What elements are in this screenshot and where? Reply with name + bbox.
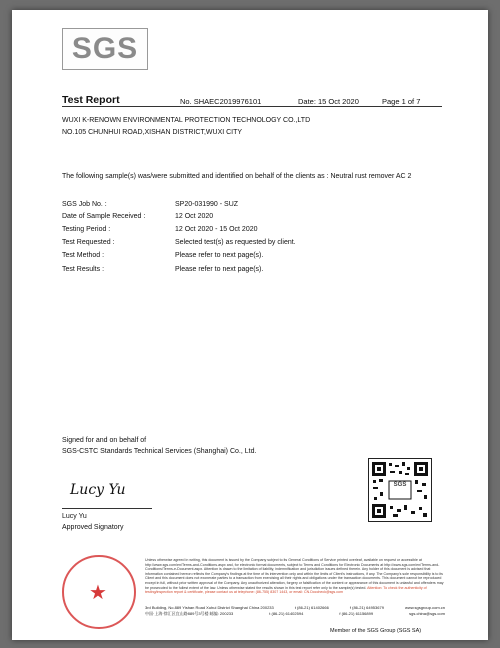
field-label: Test Method :	[62, 252, 105, 259]
field-value: 12 Oct 2020 - 15 Oct 2020	[175, 226, 258, 233]
signoff-company: SGS-CSTC Standards Technical Services (Shanghai) Co., Ltd.	[62, 448, 257, 455]
signoff-line1: Signed for and on behalf of	[62, 437, 147, 444]
disclaimer-text: Unless otherwise agreed in writing, this document is issued by the Company subject to its General Conditions of Service printed overleaf, available on request or accessible at http://www.sgs.com/en/Terms-and-Conditions.aspx and, for electronic format documents, subject to Terms and Conditions for Electronic Documents at http://www.sgs.com/en/Terms-and-Conditions/Terms-e-Document.aspx. Attention is drawn to the limitation of liability, indemnification and jurisdiction issues defined therein. Any holder of this document is advised that information contained hereon reflects the Company's findings at the time of its intervention only and within the limits of Client's instructions, if any. The Company's sole responsibility is to its Client and this document does not exonerate parties to a transaction from exercising all their rights and obligations under the transaction documents. This document cannot be reproduced except in full, without prior written approval of the Company. Any unauthorized alteration, forgery or falsification of the content or appearance of this document is unlawful and offenders may be prosecuted to the fullest extent of the law. Unless otherwise stated the results shown in this test report refer only to the sample(s) tested.	[145, 558, 444, 590]
footer-address-en: 3rd Building, No.889 Yishan Road Xuhui District Shanghai China 200233	[145, 605, 274, 610]
field-value: Please refer to next page(s).	[175, 252, 264, 259]
field-label: Test Requested :	[62, 239, 115, 246]
authenticity-notice: Attention: To check the authenticity of testing/inspection report & certificate, please contact us at telephone: (86-755) 8307 1443, or email: CN.Doccheck@sgs.com	[145, 585, 427, 595]
report-number: No. SHAEC2019976101	[180, 97, 262, 106]
header-divider	[62, 106, 442, 107]
client-name: WUXI K-RENOWN ENVIRONMENTAL PROTECTION TECHNOLOGY CO.,LTD	[62, 117, 311, 124]
signatory-name: Lucy Yu	[62, 513, 87, 520]
client-address: NO.105 CHUNHUI ROAD,XISHAN DISTRICT,WUXI CITY	[62, 129, 243, 136]
footer-fax1: f (86-21) 64953679	[349, 605, 384, 610]
seal-star-icon: ★	[89, 582, 107, 604]
disclaimer	[145, 558, 445, 595]
footer-web[interactable]: www.sgsgroup.com.cn	[404, 605, 445, 610]
footer-address-cn: 中国·上海·徐汇区宜山路889号3号楼 邮编: 200233	[145, 611, 234, 616]
footer	[145, 605, 445, 617]
field-value: SP20-031990 - SUZ	[175, 201, 239, 208]
signatory-role: Approved Signatory	[62, 524, 124, 531]
field-value: 12 Oct 2020	[175, 213, 214, 220]
field-value: Selected test(s) as requested by client.	[175, 239, 296, 246]
field-label: SGS Job No. :	[62, 201, 107, 208]
member-note: Member of the SGS Group (SGS SA)	[330, 628, 422, 634]
signature	[70, 482, 126, 498]
footer-fax2: f (86-21) 61156899	[339, 611, 374, 616]
signature-line	[62, 508, 152, 509]
field-label: Testing Period :	[62, 226, 111, 233]
footer-phone1: t (86-21) 61402666	[294, 605, 329, 610]
qr-code[interactable]	[368, 458, 432, 522]
qr-logo-label: SGS	[393, 482, 407, 488]
footer-email[interactable]: sgs.china@sgs.com	[409, 611, 445, 616]
sgs-logo	[62, 28, 148, 70]
page-number: Page 1 of 7	[382, 97, 421, 106]
footer-phone2: t (86-21) 61402594	[269, 611, 304, 616]
qr-code-graphic	[369, 459, 431, 521]
field-label: Date of Sample Received :	[62, 213, 146, 220]
signature-text: Lucy Yu	[70, 482, 126, 498]
report-title: Test Report	[62, 94, 120, 106]
intro-text: The following sample(s) was/were submitted and identified on behalf of the clients as : Neutral rust remover AC 2	[62, 173, 412, 180]
report-date: Date: 15 Oct 2020	[298, 97, 359, 106]
field-label: Test Results :	[62, 266, 105, 273]
logo-text: SGS	[71, 32, 139, 65]
field-value: Please refer to next page(s).	[175, 266, 264, 273]
